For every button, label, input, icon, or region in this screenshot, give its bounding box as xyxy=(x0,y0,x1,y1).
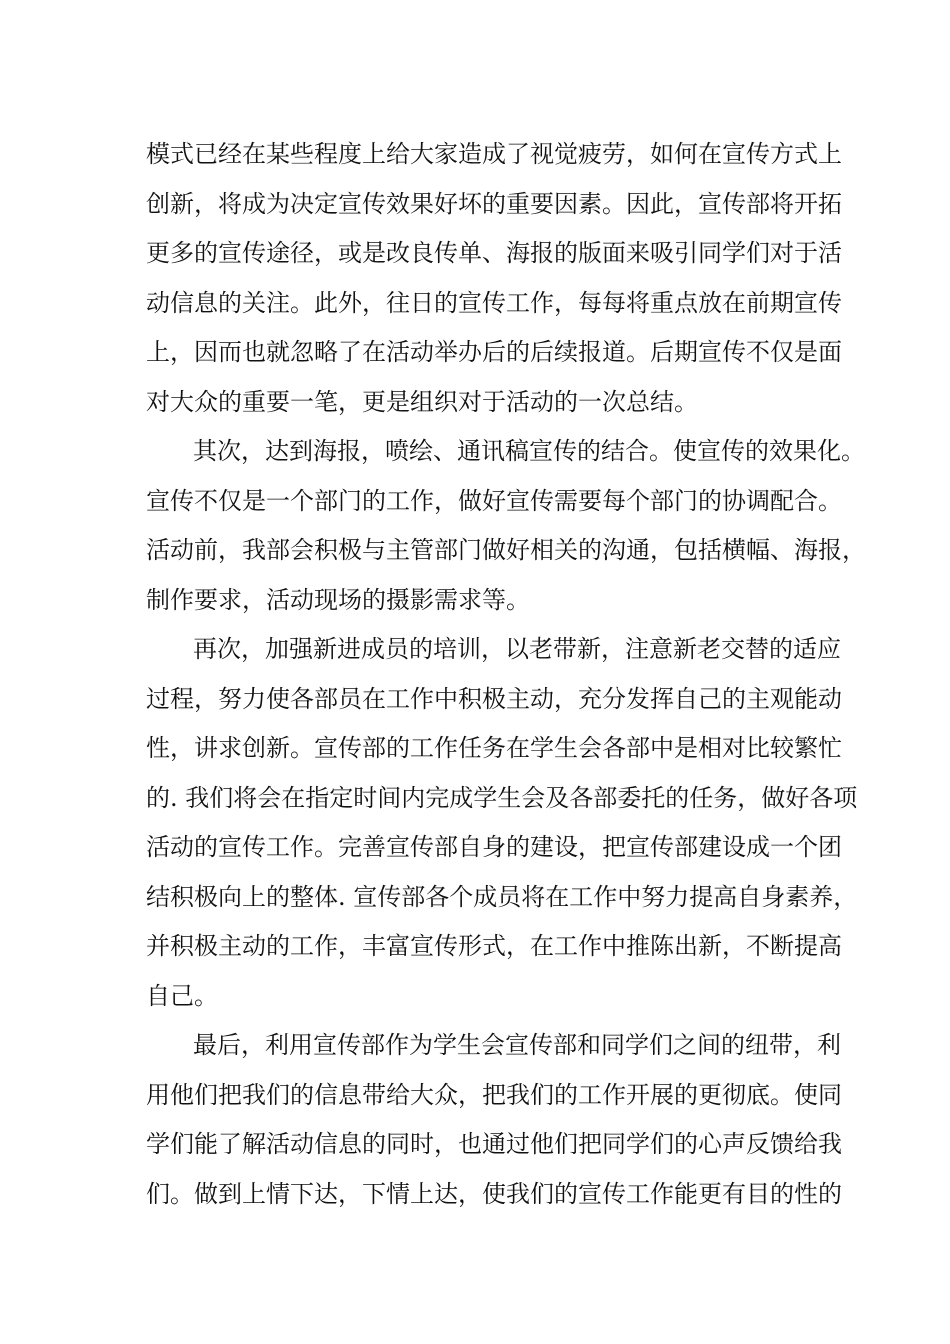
text-line: 用他们把我们的信息带给大众，把我们的工作开展的更彻底。使同 xyxy=(146,1080,842,1109)
text-line: 最后，利用宣传部作为学生会宣传部和同学们之间的纽带，利 xyxy=(193,1031,841,1059)
text-line: 再次，加强新进成员的培训，以老带新，注意新老交替的适应 xyxy=(193,635,841,663)
text-line: 更多的宣传途径，或是改良传单、海报的版面来吸引同学们对于活 xyxy=(146,239,842,267)
text-line: 创新，将成为决定宣传效果好坏的重要因素。因此，宣传部将开拓 xyxy=(146,189,842,218)
paragraph xyxy=(146,625,858,1021)
text-line: 们。做到上情下达，下情上达，使我们的宣传工作能更有目的性的 xyxy=(146,1179,842,1208)
text-line: 结积极向上的整体. 宣传部各个成员将在工作中努力提高自身素养， xyxy=(146,882,858,911)
text-line: 模式已经在某些程度上给大家造成了视觉疲劳，如何在宣传方式上 xyxy=(146,140,842,168)
text-line: 宣传不仅是一个部门的工作，做好宣传需要每个部门的协调配合。 xyxy=(146,486,842,515)
paragraph xyxy=(146,1021,842,1219)
text-line: 对大众的重要一笔，更是组织对于活动的一次总结。 xyxy=(146,387,698,416)
text-line: 制作要求，活动现场的摄影需求等。 xyxy=(146,585,530,614)
document-body xyxy=(146,130,866,1219)
text-line: 活动前，我部会积极与主管部门做好相关的沟通，包括横幅、海报， xyxy=(146,536,866,564)
paragraph xyxy=(146,130,842,427)
text-line: 自己。 xyxy=(146,981,218,1010)
text-line: 学们能了解活动信息的同时，也通过他们把同学们的心声反馈给我 xyxy=(146,1130,842,1158)
text-line: 的. 我们将会在指定时间内完成学生会及各部委托的任务，做好各项 xyxy=(146,783,858,812)
text-line: 动信息的关注。此外，往日的宣传工作，每每将重点放在前期宣传 xyxy=(146,288,842,317)
text-line: 过程，努力使各部员在工作中积极主动，充分发挥自己的主观能动 xyxy=(146,684,842,713)
text-line: 上，因而也就忽略了在活动举办后的后续报道。后期宣传不仅是面 xyxy=(146,338,842,366)
paragraph xyxy=(146,427,866,625)
text-line: 并积极主动的工作，丰富宣传形式，在工作中推陈出新，不断提高 xyxy=(146,932,842,960)
text-line: 性，讲求创新。宣传部的工作任务在学生会各部中是相对比较繁忙 xyxy=(146,734,842,762)
text-line: 活动的宣传工作。完善宣传部自身的建设，把宣传部建设成一个团 xyxy=(146,833,842,861)
text-line: 其次，达到海报，喷绘、通讯稿宣传的结合。使宣传的效果化。 xyxy=(193,437,865,465)
